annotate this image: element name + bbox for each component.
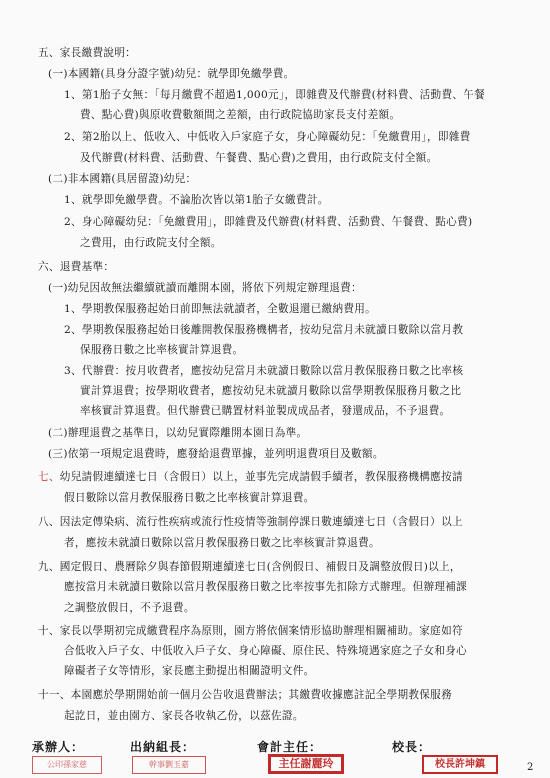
line: 保服務日數之比率核實計算退費。 <box>80 344 244 356</box>
line: 之費用，由行政院支付全額。 <box>80 237 222 249</box>
line: (一)幼兒因故無法繼續就讀而離開本園，將依下列規定辦理退費： <box>48 282 362 294</box>
line: 費、點心費)與原收費數額間之差額，由行政院協助家長支付差額。 <box>80 109 401 121</box>
line: 2、第2胎以上、低收入、中低收入戶家庭子女，身心障礙幼兒：「免繳費用」，即雜費 <box>64 131 471 143</box>
line: (二)非本國籍(具居留證)幼兒： <box>48 173 197 185</box>
line: 假日數除以當月教保服務日數之比率核實計算退費。 <box>64 492 315 504</box>
line: 合低收入戶子女、中低收入戶子女、身心障礙、原住民、特殊境遇家庭之子女和身心 <box>64 645 468 657</box>
clerk-label: 承辦人： <box>32 740 85 754</box>
principal-label: 校長： <box>392 740 432 754</box>
line: 之調整放假日，不予退費。 <box>64 602 195 614</box>
line: (二)辦理退費之基準日，以幼兒實際離開本園日為準。 <box>48 427 308 439</box>
section-five-heading: 五、家長繳費說明： <box>38 47 137 59</box>
section-eight: 八、因法定傳染病、流行性疾病或流行性疫情等強制停課日數連續達七日（含假日）以上 <box>38 516 463 528</box>
page-number: 2 <box>527 762 534 773</box>
section-seven <box>38 470 463 484</box>
line: 2、身心障礙幼兒：「免繳費用」，即雜費及代辦費(材料費、活動費、午餐費、點心費) <box>64 216 473 228</box>
line: 1、就學即免繳學費。不論胎次皆以第1胎子女繳費計。 <box>64 194 329 206</box>
line: 2、學期教保服務起始日後離開教保服務機構者，按幼兒當月未就讀日數除以當月教 <box>64 324 464 336</box>
line: 1、第1胎子女無：「每月繳費不超過1,000元」，即雜費及代辦費(材料費、活動費、午餐 <box>64 89 486 101</box>
line: 實計算退費；按學期收費者，應按幼兒未就讀月數除以當學期教保服務月數之比 <box>80 385 462 397</box>
line: 率核實計算退費。但代辦費已購置材料並製成成品者，發還成品，不予退費。 <box>80 405 451 417</box>
line: 1、學期教保服務起始日前即無法就讀者，全數退還已繳納費用。 <box>64 303 377 315</box>
cashier-label: 出納組長： <box>130 740 196 754</box>
line: 及代辦費(材料費、活動費、午餐費、點心費)之費用，由行政院支付全額。 <box>80 152 438 164</box>
section-nine: 九、國定假日、農曆除夕與春節假期連續達七日(含例假日、補假日及調整放假日)以上， <box>38 561 461 573</box>
section-eleven: 十一、本園應於學期開始前一個月公告收退費辦法；其繳費收據應註記全學期教保服務 <box>38 689 452 701</box>
line: 起訖日，並由園方、家長各收執乙份，以茲佐證。 <box>64 710 304 722</box>
cashier-seal: 幹事劉玉嘉 <box>132 756 206 774</box>
section-six-heading: 六、退費基準： <box>38 261 115 273</box>
section-seven-text: 幼兒請假連續達七日（含假日）以上，並事先完成請假手續者，教保服務機構應按請 <box>59 471 463 483</box>
line: 障礙者子女等情形，家長應主動提出相關證明文件。 <box>64 665 315 677</box>
accountant-seal: 主任謝麗玲 <box>268 754 344 774</box>
line: 應按當月未就讀日數除以當月教保服務日數之比率按事先扣除方式辦理。但辦理補課 <box>64 581 468 593</box>
accountant-label: 會計主任： <box>257 740 323 754</box>
clerk-seal: 公印孫家慈 <box>32 756 102 774</box>
section-seven-number: 七、 <box>38 471 60 483</box>
line: 3、代辦費：按月收費者，應按幼兒當月未就讀日數除以當月教保服務日數之比率核 <box>64 365 464 377</box>
section-ten: 十、家長以學期初完成繳費程序為原則，園方將依個案情形協助辦理相關補助。家庭如符 <box>38 625 463 637</box>
line: (三)依第一項規定退費時，應發給退費單據，並列明退費項目及數額。 <box>48 448 384 460</box>
line: 者，應按未就讀日數除以當月教保服務日數之比率核實計算退費。 <box>64 537 380 549</box>
line: (一)本國籍(具身分證字號)幼兒：就學即免繳學費。 <box>48 68 295 80</box>
principal-seal: 校長許坤鎮 <box>422 755 498 774</box>
